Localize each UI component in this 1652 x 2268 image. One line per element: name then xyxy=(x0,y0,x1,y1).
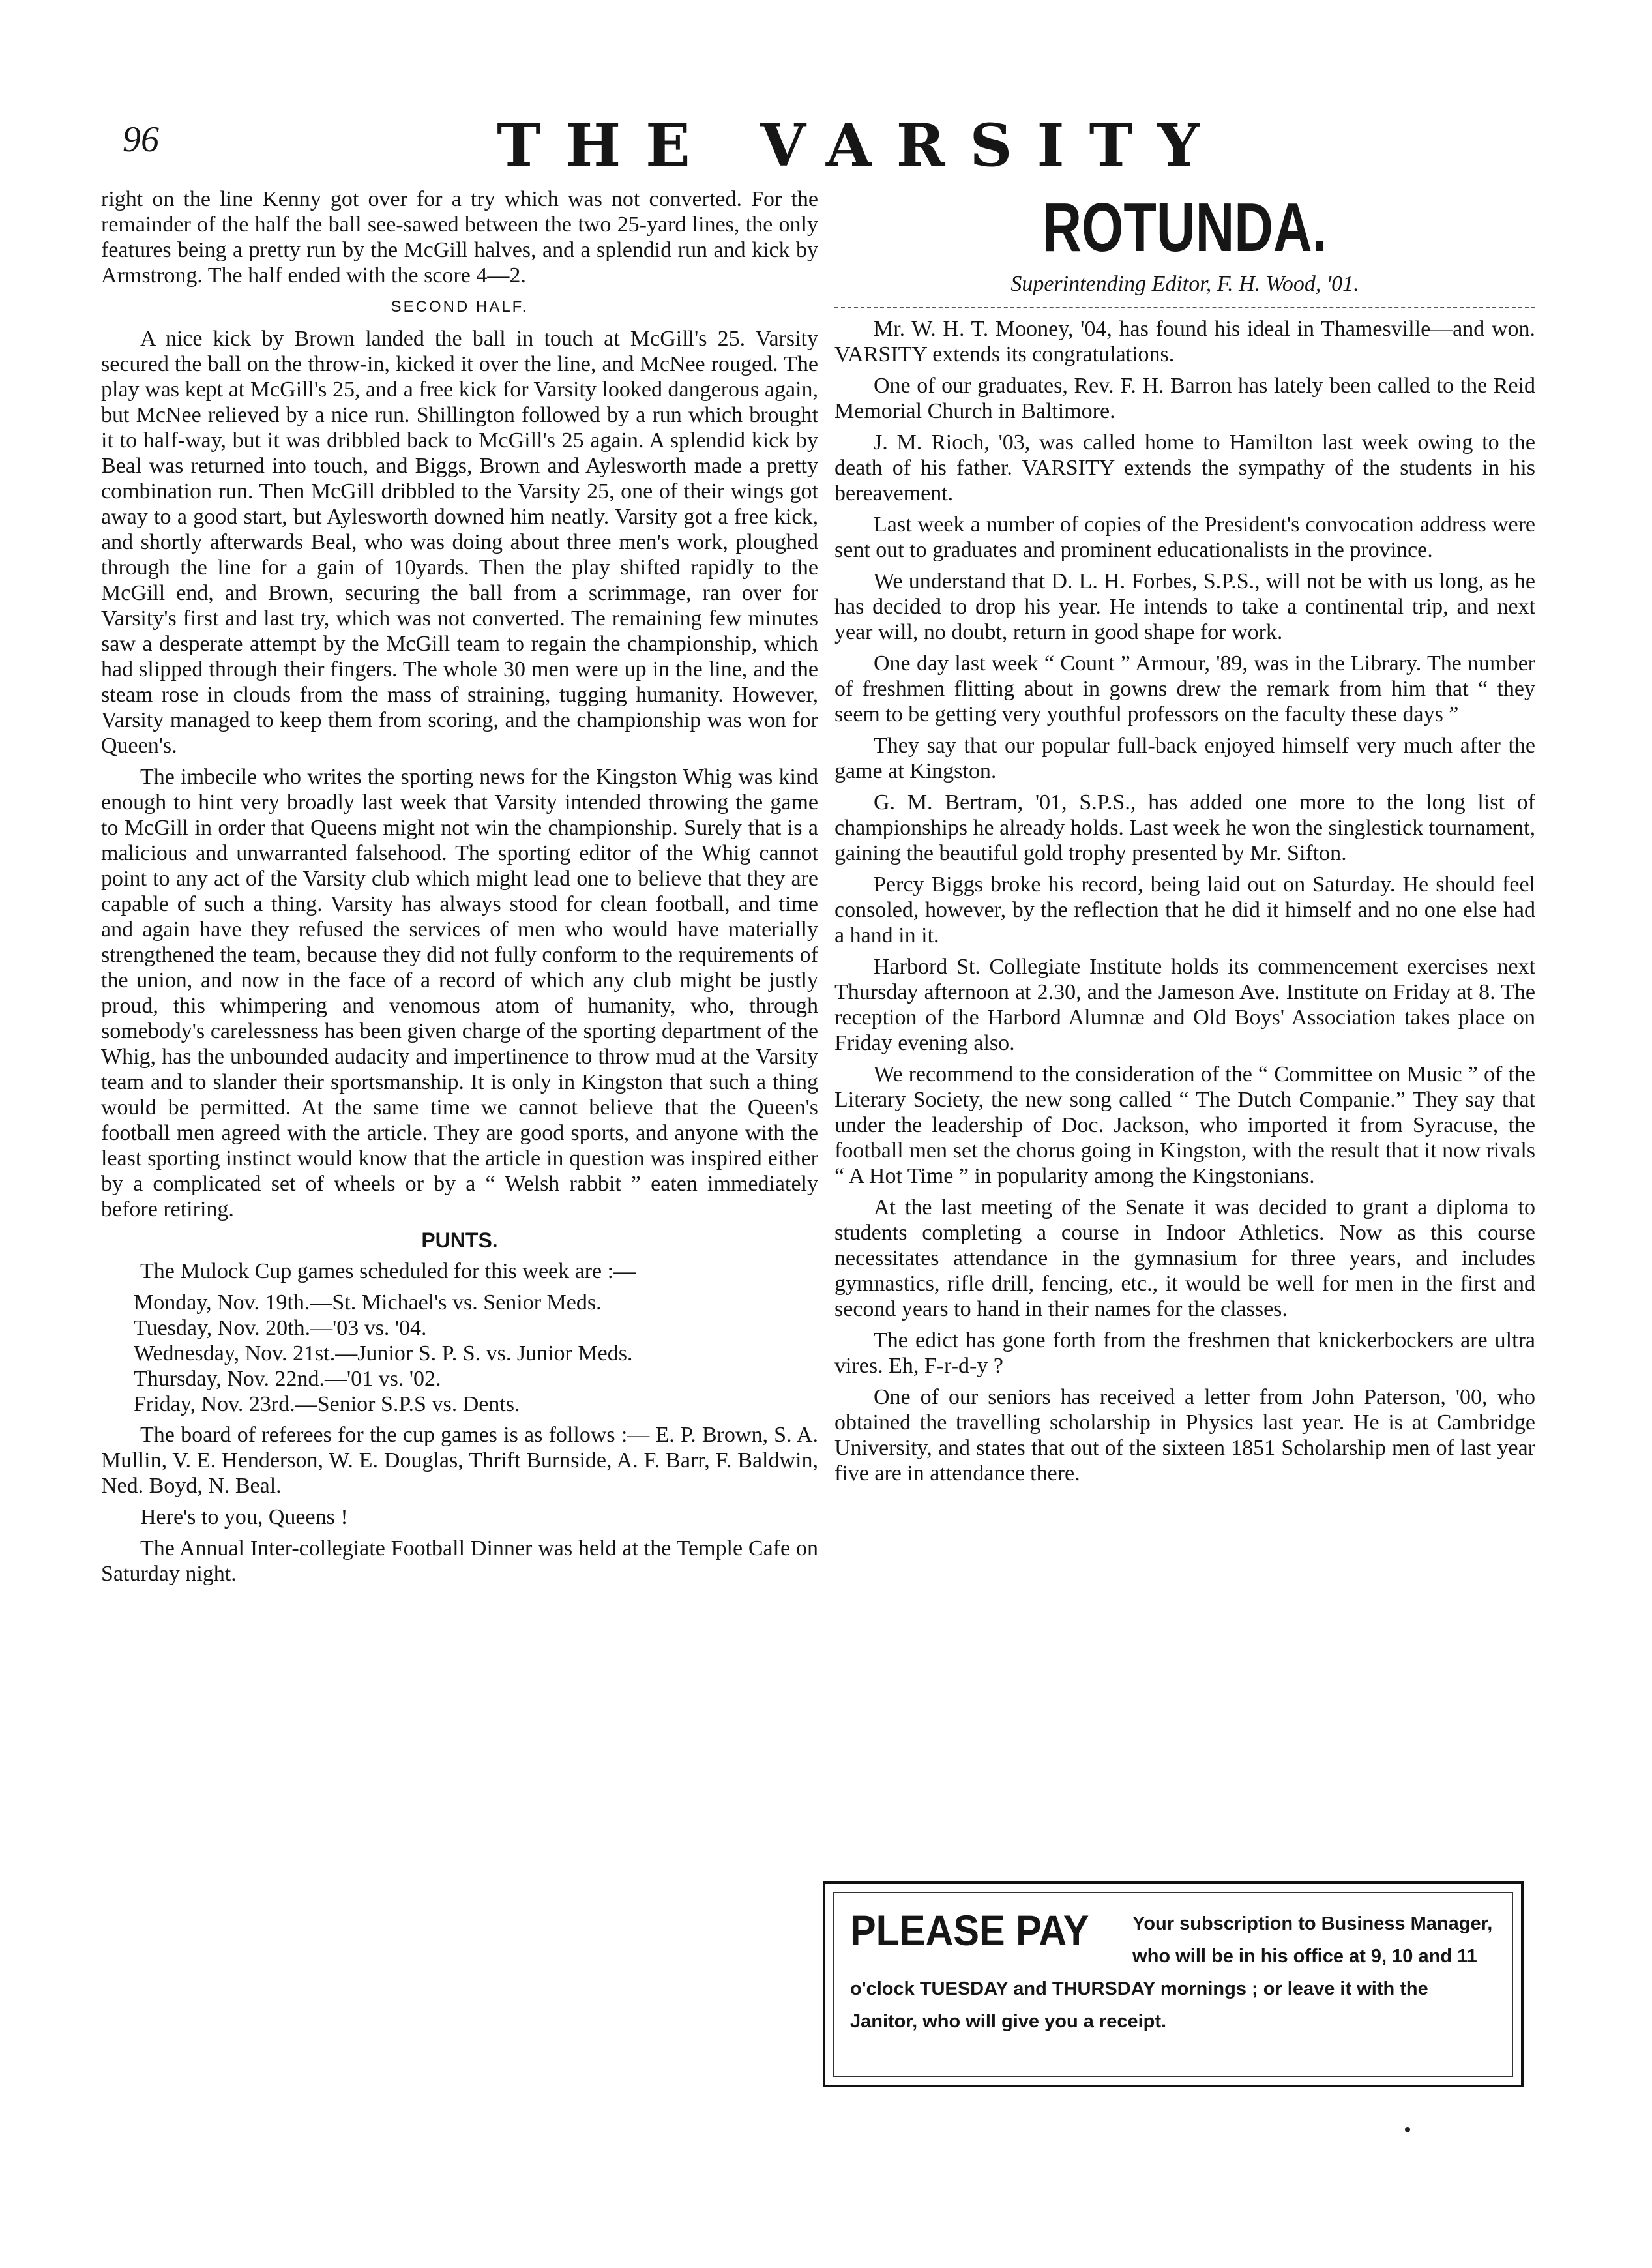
referees-paragraph: The board of referees for the cup games is as follows :— E. P. Brown, S. A. Mullin, V. E. Henderson, W. E. Douglas, Thrift Burnside, A. F. Barr, F. Baldwin, Ned. Boyd, N. Beal. xyxy=(101,1423,818,1498)
editor-line: Superintending Editor, F. H. Wood, '01. xyxy=(1010,272,1359,296)
advertisement-inner-border xyxy=(833,1892,1513,2077)
rotunda-item: One of our graduates, Rev. F. H. Barron has lately been called to the Reid Memorial Church in Baltimore. xyxy=(834,374,1535,423)
rotunda-item: We recommend to the consideration of the “ Committee on Music ” of the Literary Society, the new song called “ The Dutch Companie.” They say that under the leadership of Doc. Jackson, who imported it from Syracuse, the football men set the chorus going in Kingston, with the result that it now rivals “ A Hot Time ” in popularity among the Kingstonians. xyxy=(834,1062,1535,1188)
whig-paragraph: The imbecile who writes the sporting news for the Kingston Whig was kind enough to hint very broadly last week that Varsity intended throwing the game to McGill in order that Queens might not win the championship. Surely that is a malicious and unwarranted falsehood. The sporting editor of the Whig cannot point to any act of the Varsity club which might lead one to believe that they are capable of such a thing. Varsity has always stood for clean football, and time and again have they refused the services of men who would have materially strengthened the team, because they did not fully conform to the requirements of the union, and now in the face of a record of which any club might be justly proud, this whimpering and venomous atom of humanity, who, through somebody's carelessness has been given charge of the sporting department of the Whig, has the unbounded audacity and impertinence to throw mud at the Varsity team and to slander their sportsmanship. It is only in Kingston that such a thing would be permitted. At the same time we cannot believe that the Queen's football men agreed with the article. They are good sports, and anyone with the least sporting instinct would know that the article in question was inspired either by a complicated set of wheels or by a “ Welsh rabbit ” eaten immediately before retiring. xyxy=(101,765,818,1221)
punts-game-item: Thursday, Nov. 22nd.—'01 vs. '02. xyxy=(134,1367,441,1391)
match-paragraph: right on the line Kenny got over for a try which was not converted. For the remainder of the half the ball see-sawed between the two 25-yard lines, the only features being a pretty run by the McGill halves, and a splendid run and kick by Armstrong. The half ended with the score 4—2. xyxy=(101,187,818,288)
section-divider xyxy=(834,307,1535,308)
dinner-paragraph: The Annual Inter-collegiate Football Dinner was held at the Temple Cafe on Saturday night. xyxy=(101,1536,818,1586)
queens-toast: Here's to you, Queens ! xyxy=(140,1505,348,1529)
left-column xyxy=(101,187,818,1592)
please-pay-body: Your subscription to Business Manager, who will be in his office at 9, 10 and 11 o'clock TUESDAY and THURSDAY mornings ; or leave it with the Janitor, who will give you a receipt. xyxy=(850,1913,1493,2032)
page-number: 96 xyxy=(123,119,159,160)
rotunda-item: One day last week “ Count ” Armour, '89, was in the Library. The number of freshmen flitting about in gowns drew the remark from him that “ they seem to be getting very youthful professors on the faculty these days ” xyxy=(834,651,1535,726)
right-column xyxy=(834,187,1535,1492)
punts-game-item: Wednesday, Nov. 21st.—Junior S. P. S. vs. Junior Meds. xyxy=(134,1341,633,1365)
punts-game-item: Tuesday, Nov. 20th.—'03 vs. '04. xyxy=(134,1316,427,1340)
rotunda-item: One of our seniors has received a letter from John Paterson, '00, who obtained the travelling scholarship in Physics last year. He is at Cambridge University, and states that out of the sixteen 1851 Scholarship men of last year five are in attendance there. xyxy=(834,1385,1535,1485)
second-half-paragraph: A nice kick by Brown landed the ball in touch at McGill's 25. Varsity secured the ball on the throw-in, kicked it over the line, and McNee rouged. The play was kept at McGill's 25, and a free kick for Varsity looked dangerous again, but McNee relieved by a nice run. Shillington followed by a run which brought it to half-way, but it was dribbled back to McGill's 25 again. A splendid kick by Beal was returned into touch, and Biggs, Brown and Aylesworth made a pretty combination run. Then McGill dribbled to the Varsity 25, one of their wings got away to a good start, but Aylesworth downed him neatly. Varsity got a free kick, and shortly afterwards Beal, who was doing about three men's work, ploughed through the line for a gain of 10yards. Then the play shifted rapidly to the McGill end, and Brown, securing the ball from a scrimmage, ran over for Varsity's first and last try, which was not converted. The remaining few minutes saw a desperate attempt by the McGill team to regain the championship, which had slipped through their fingers. The whole 30 men were up in the line, and the steam rose in clouds from the mass of straining, tugging humanity. However, Varsity managed to keep them from scoring, and the championship was won for Queen's. xyxy=(101,327,818,758)
punts-game-list xyxy=(101,1290,818,1417)
rotunda-item: Last week a number of copies of the President's convocation address were sent out to graduates and prominent educationalists in the province. xyxy=(834,513,1535,562)
stray-ink-dot xyxy=(1405,2127,1410,2132)
punts-game-item: Friday, Nov. 23rd.—Senior S.P.S vs. Dents. xyxy=(134,1392,520,1416)
punts-game-item: Monday, Nov. 19th.—St. Michael's vs. Senior Meds. xyxy=(134,1291,602,1315)
second-half-heading: SECOND HALF. xyxy=(391,298,529,316)
punts-intro: The Mulock Cup games scheduled for this week are :— xyxy=(140,1259,636,1283)
rotunda-item: We understand that D. L. H. Forbes, S.P.S., will not be with us long, as he has decided to drop his year. He intends to take a continental trip, and next year will, no doubt, return in good shape for work. xyxy=(834,569,1535,644)
punts-heading: PUNTS. xyxy=(421,1229,498,1252)
rotunda-title: ROTUNDA. xyxy=(1042,189,1327,266)
rotunda-item: Percy Biggs broke his record, being laid out on Saturday. He should feel consoled, however, by the reflection that he did it himself and no one else had a hand in it. xyxy=(834,873,1535,947)
rotunda-item: They say that our popular full-back enjoyed himself very much after the game at Kingston. xyxy=(834,734,1535,783)
rotunda-item: G. M. Bertram, '01, S.P.S., has added one more to the long list of championships he already holds. Last week he won the singlestick tournament, gaining the beautiful gold trophy presented by Mr. Sifton. xyxy=(834,790,1535,865)
rotunda-item: The edict has gone forth from the freshmen that knickerbockers are ultra vires. Eh, F-r-d-y ? xyxy=(834,1328,1535,1378)
please-pay-headline: PLEASE PAY xyxy=(850,1906,1089,1954)
rotunda-item: Harbord St. Collegiate Institute holds its commencement exercises next Thursday afternoon at 2.30, and the Jameson Ave. Institute on Friday at 8. The reception of the Harbord Alumnæ and Old Boys' Association takes place on Friday evening also. xyxy=(834,955,1535,1055)
rotunda-item: Mr. W. H. T. Mooney, '04, has found his ideal in Thamesville—and won. VARSITY extends its congratulations. xyxy=(834,317,1535,366)
rotunda-item: At the last meeting of the Senate it was decided to grant a diploma to students completing a course in Indoor Athletics. Now as this course necessitates attendance in the gymnasium for three years, and includes gymnastics, rifle drill, fencing, etc., it would be well for men in the first and second years to hand in their names for the classes. xyxy=(834,1195,1535,1321)
masthead-title: THE VARSITY xyxy=(497,111,1224,180)
please-pay-advertisement xyxy=(823,1881,1524,2087)
rotunda-item: J. M. Rioch, '03, was called home to Hamilton last week owing to the death of his father. VARSITY extends the sympathy of the students in his bereavement. xyxy=(834,430,1535,505)
